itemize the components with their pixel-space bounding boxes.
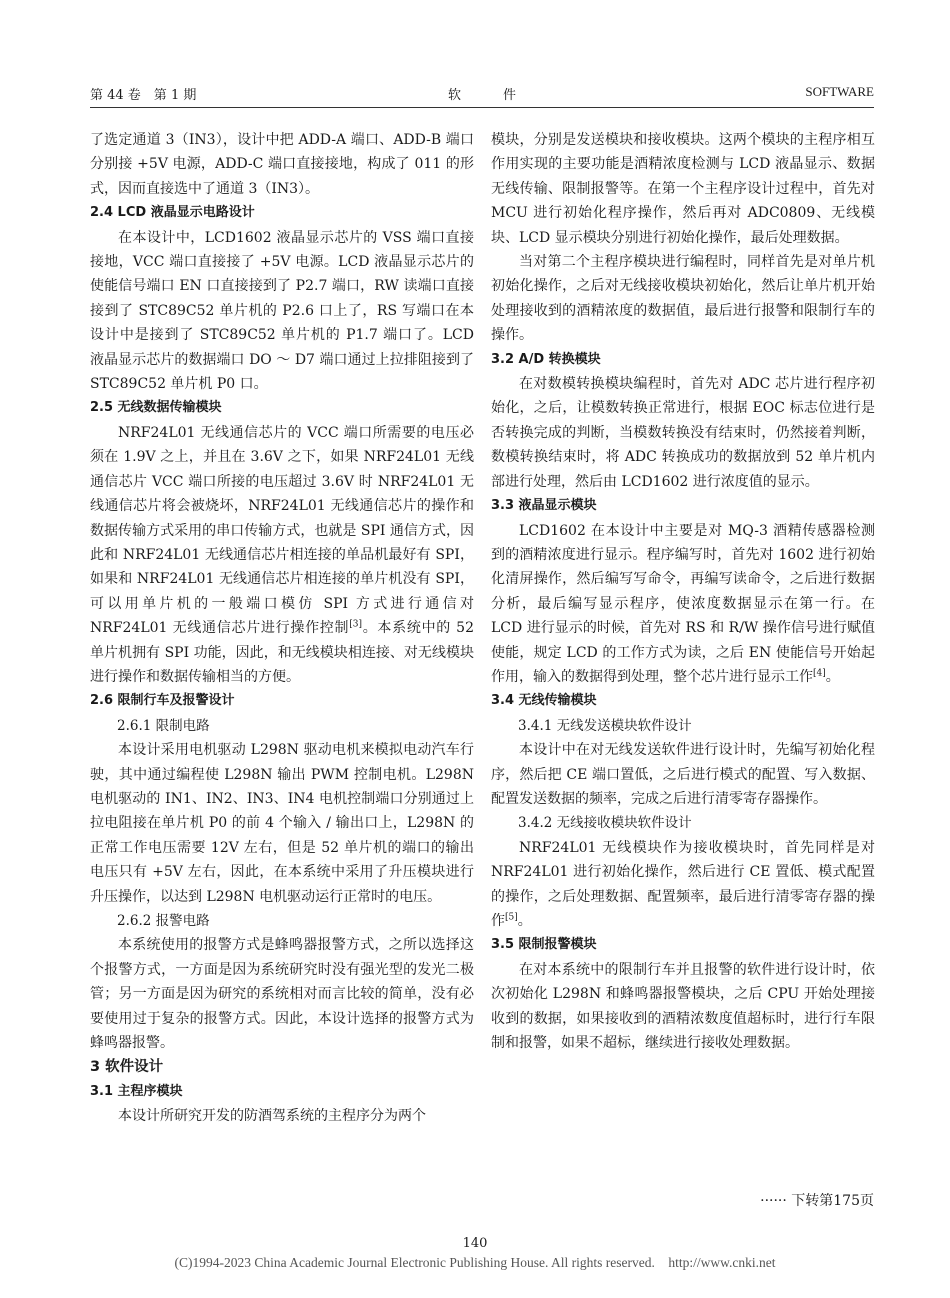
subsection-heading: 3.5 限制报警模块 (491, 937, 597, 953)
subsection-heading: 3.1 主程序模块 (90, 1083, 183, 1099)
paragraph-text: 当对第二个主程序模块进行编程时，同样首先是对单片机初始化操作，之后对无线接收模块初始化，然后让单片机开始处理接收到的酒精浓度的数据值，最后进行报警和限制行车的操作。 (491, 254, 875, 344)
paragraph (491, 372, 875, 494)
subsubsection-heading: 3.4.1 无线发送模块软件设计 (518, 717, 692, 734)
subsection-heading: 2.5 无线数据传输模块 (90, 400, 222, 416)
paragraph (90, 1104, 474, 1128)
paragraph-text: 本设计采用电机驱动 L298N 驱动电机来模拟电动汽车行驶，其中通过编程使 L298N 输出 PWM 控制电机。L298N 电机驱动的 IN1、IN2、IN3、IN4 电机控制端口分别通过上拉电阻接在单片机 P0 的前 4 个输入 / 输出口上，L298N 的正常工作电压需要 12V 左右，但是 52 单片机的端口的输出电压只有 +5V 左右，因此，在本系统中采用了升压模块进行升压操作，以达到 L298N 电机驱动运行正常时的电压。 (90, 742, 474, 905)
subsection-heading: 3.4 无线传输模块 (491, 693, 597, 709)
left-column (90, 128, 474, 1129)
paragraph-text: LCD1602 在本设计中主要是对 MQ-3 酒精传感器检测到的酒精浓度进行显示。程序编写时，首先对 1602 进行初始化清屏操作，然后编写写命令，再编写读命令，之后进行数据分析，最后编写显示程序，使浓度数据显示在第一行。在 LCD 进行显示的时候，首先对 RS 和 R/W 操作信号进行赋值使能，规定 LCD 的工作方式为读，之后 EN 使能信号开始起作用，输入的数据得到处理，整个芯片进行显示工作 (491, 522, 875, 685)
citation-marker: [5] (505, 912, 518, 923)
copyright-footer: (C)1994-2023 China Academic Journal Electronic Publishing House. All rights reserved. http://www.cnki.net (174, 1255, 776, 1270)
paragraph-text-continued: 。 (825, 668, 840, 685)
paragraph-text: NRF24L01 无线通信芯片的 VCC 端口所需要的电压必须在 1.9V 之上，并且在 3.6V 之下，如果 NRF24L01 无线通信芯片 VCC 端口所接的电压超过 3.6V 时 NRF24L01 无线通信芯片将会被烧坏，NRF24L01 无线通信芯片的操作和数据传输方式采用的串口传输方式，也就是 SPI 通信方式，因此和 NRF24L01 无线通信芯片相连接的单品机最好有 SPI，如果和 NRF24L01 无线通信芯片相连接的单片机没有 SPI，可以用单片机的一般端口模仿 SPI 方式进行通信对 NRF24L01 无线通信芯片进行操作控制 (90, 424, 474, 637)
journal-name: 软件 (447, 88, 558, 103)
subsection-heading: 3.2 A/D 转换模块 (491, 351, 601, 367)
subsubsection-heading: 2.6.2 报警电路 (117, 913, 210, 929)
paragraph (491, 250, 875, 348)
subsection-heading: 3.3 液晶显示模块 (491, 498, 597, 514)
right-column (491, 128, 875, 1055)
paragraph-text: 本设计中在对无线发送软件进行设计时，先编写初始化程序，然后把 CE 端口置低，之后进行模式的配置、写入数据、配置发送数据的频率，完成之后进行清零寄存器操作。 (491, 742, 875, 807)
paragraph-text: 在对数模转换模块编程时，首先对 ADC 芯片进行程序初始化，之后，让模数转换正常进行，根据 EOC 标志位进行是否转换完成的判断，当模数转换没有结束时，仍然接着判断，数模转换结束时，将 ADC 转换成功的数据放到 52 单片机内部进行处理，然后由 LCD1602 进行浓度值的显示。 (491, 376, 875, 490)
page-number: 140 (462, 1236, 488, 1251)
paragraph (491, 958, 875, 1056)
paragraph-text-continued: 。 (517, 913, 532, 929)
paragraph-text: 本系统使用的报警方式是蜂鸣器报警方式，之所以选择这个报警方式，一方面是因为系统研究时没有强光型的发光二极管；另一方面是因为研究的系统相对而言比较的简单，没有必要使用过于复杂的报警方式。因此，本设计选择的报警方式为蜂鸣器报警。 (90, 937, 474, 1052)
paragraph (90, 128, 474, 201)
paragraph-text: 模块，分别是发送模块和接收模块。这两个模块的主程序相互作用实现的主要功能是酒精浓度检测与 LCD 液晶显示、数据无线传输、限制报警等。在第一个主程序设计过程中，首先对 MCU 进行初始化程序操作，然后再对 ADC0809、无线模块、LCD 显示模块分别进行初始化操作，最后处理数据。 (491, 132, 875, 246)
paragraph-text: 本设计所研究开发的防酒驾系统的主程序分为两个 (118, 1108, 426, 1125)
citation-marker: [4] (813, 668, 826, 679)
header-rule (90, 107, 874, 108)
paragraph (491, 738, 875, 811)
continued-note: ······ 下转第175页 (760, 1193, 874, 1209)
paragraph-text: 在对本系统中的限制行车并且报警的软件进行设计时，依次初始化 L298N 和蜂鸣器报警模块，之后 CPU 开始处理接收到的数据，如果接收到的酒精浓数度值超标时，进行行车限制和报警，如果不超标，继续进行接收处理数据。 (491, 961, 875, 1052)
paragraph (491, 128, 875, 250)
journal-volume-issue: 第 44 卷 第 1 期 (90, 88, 197, 103)
paragraph-text-continued: 。本系统中的 52 单片机拥有 SPI 功能，因此，和无线模块相连接、对无线模块进行操作和数据传输相当的方便。 (90, 620, 474, 685)
paragraph (90, 933, 474, 1055)
journal-name-english: SOFTWARE (805, 84, 874, 99)
paragraph (90, 738, 474, 909)
citation-marker: [3] (349, 619, 362, 630)
paragraph-text: 在本设计中，LCD1602 液晶显示芯片的 VSS 端口直接接地，VCC 端口直接接了 +5V 电源。LCD 液晶显示芯片的使能信号端口 EN 口直接接到了 P2.7 端口，RW 读端口直接接到了 STC89C52 单片机的 P2.6 口上了，RS 写端口在本设计中是接到了 STC89C52 单片机的 P1.7 端口了。LCD 液晶显示芯片的数据端口 DO ～ D7 端口通过上拉排阻接到了 STC89C52 单片机 P0 口。 (90, 229, 474, 393)
paragraph (491, 836, 875, 934)
paragraph-text: NRF24L01 无线模块作为接收模块时，首先同样是对 NRF24L01 进行初始化操作，然后进行 CE 置低、模式配置的操作，之后处理数据、配置频率，最后进行清零寄存器的操作 (491, 839, 875, 929)
paragraph (90, 226, 474, 397)
paragraph (90, 421, 474, 689)
subsubsection-heading: 3.4.2 无线接收模块软件设计 (518, 815, 692, 832)
subsection-heading: 2.4 LCD 液晶显示电路设计 (90, 205, 255, 221)
subsubsection-heading: 2.6.1 限制电路 (117, 717, 210, 734)
paragraph-text: 了选定通道 3（IN3），设计中把 ADD-A 端口、ADD-B 端口分别接 +5V 电源，ADD-C 端口直接接地，构成了 011 的形式，因而直接选中了通道 3（IN3）。 (90, 132, 474, 197)
running-header (90, 84, 874, 106)
paragraph (491, 519, 875, 690)
subsection-heading: 2.6 限制行车及报警设计 (90, 693, 235, 709)
section-heading: 3 软件设计 (90, 1059, 164, 1076)
